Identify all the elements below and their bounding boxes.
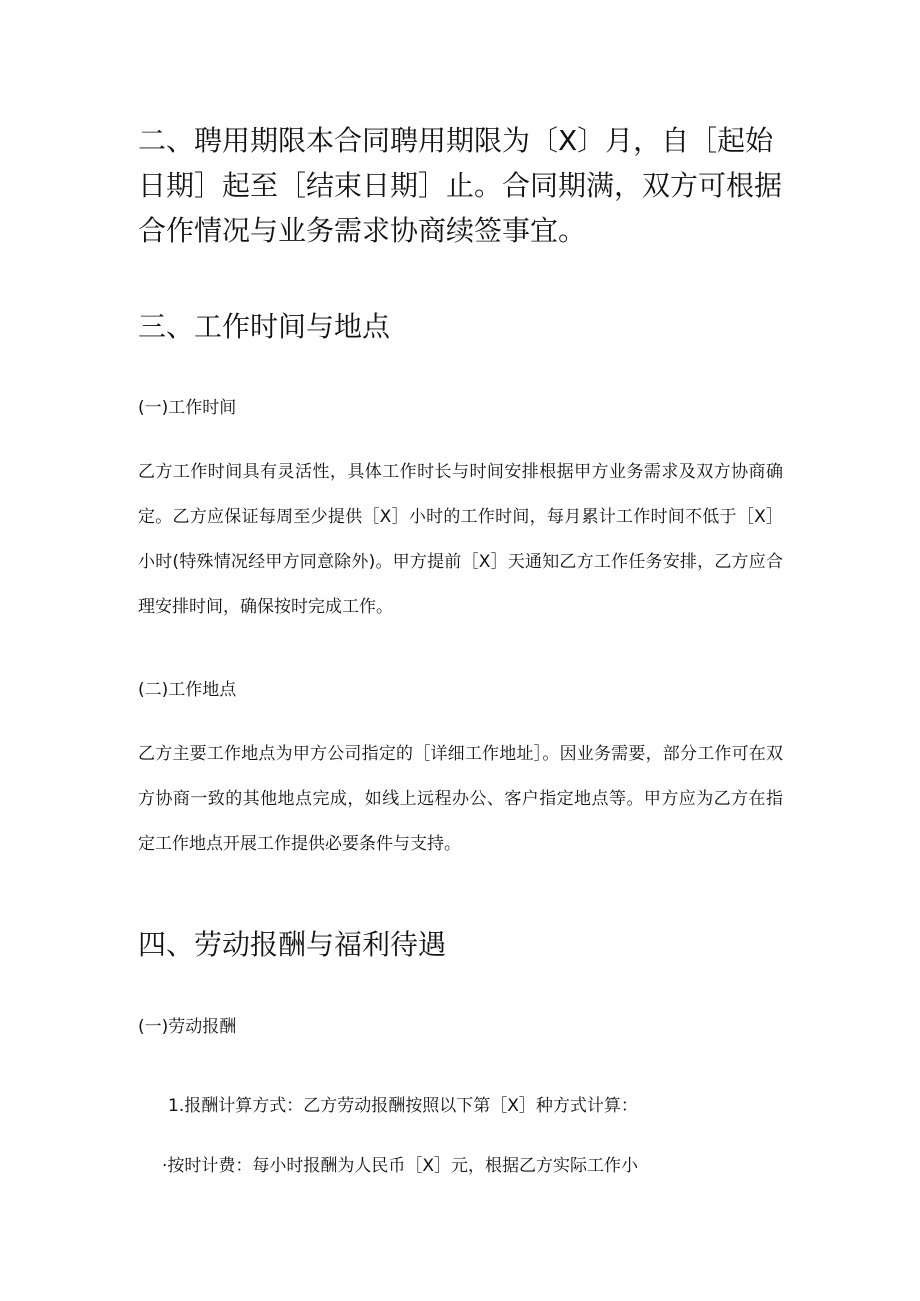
section-4-1-item-1: 1.报酬计算方式：乙方劳动报酬按照以下第［X］种方式计算： [168, 1096, 638, 1116]
section-3-2-title: (二)工作地点 [138, 680, 237, 700]
section-4-heading: 四、劳动报酬与福利待遇 [138, 928, 447, 961]
section-4-1-bullet-1: ·按时计费：每小时报酬为人民币［X］元，根据乙方实际工作小 [162, 1156, 639, 1176]
section-3-2-body: 乙方主要工作地点为甲方公司指定的［详细工作地址］。因业务需要，部分工作可在双方协商一致的其他地点完成，如线上远程办公、客户指定地点等。甲方应为乙方在指定工作地点开展工作提供必要条件与支持。 [138, 744, 783, 854]
section-3-1-title: (一)工作时间 [138, 398, 237, 418]
section-3-1-body: 乙方工作时间具有灵活性，具体工作时长与时间安排根据甲方业务需求及双方协商确定。乙方应保证每周至少提供［X］小时的工作时间，每月累计工作时间不低于［X］小时(特殊情况经甲方同意除外)。甲方提前［X］天通知乙方工作任务安排，乙方应合理安排时间，确保按时完成工作。 [138, 462, 783, 617]
section-2-paragraph: 二、聘用期限本合同聘用期限为〔X〕月，自［起始日期］起至［结束日期］止。合同期满，双方可根据合作情况与业务需求协商续签事宜。 [138, 124, 783, 247]
section-4-1-title: (一)劳动报酬 [138, 1017, 237, 1037]
section-3-heading: 三、工作时间与地点 [138, 310, 391, 343]
